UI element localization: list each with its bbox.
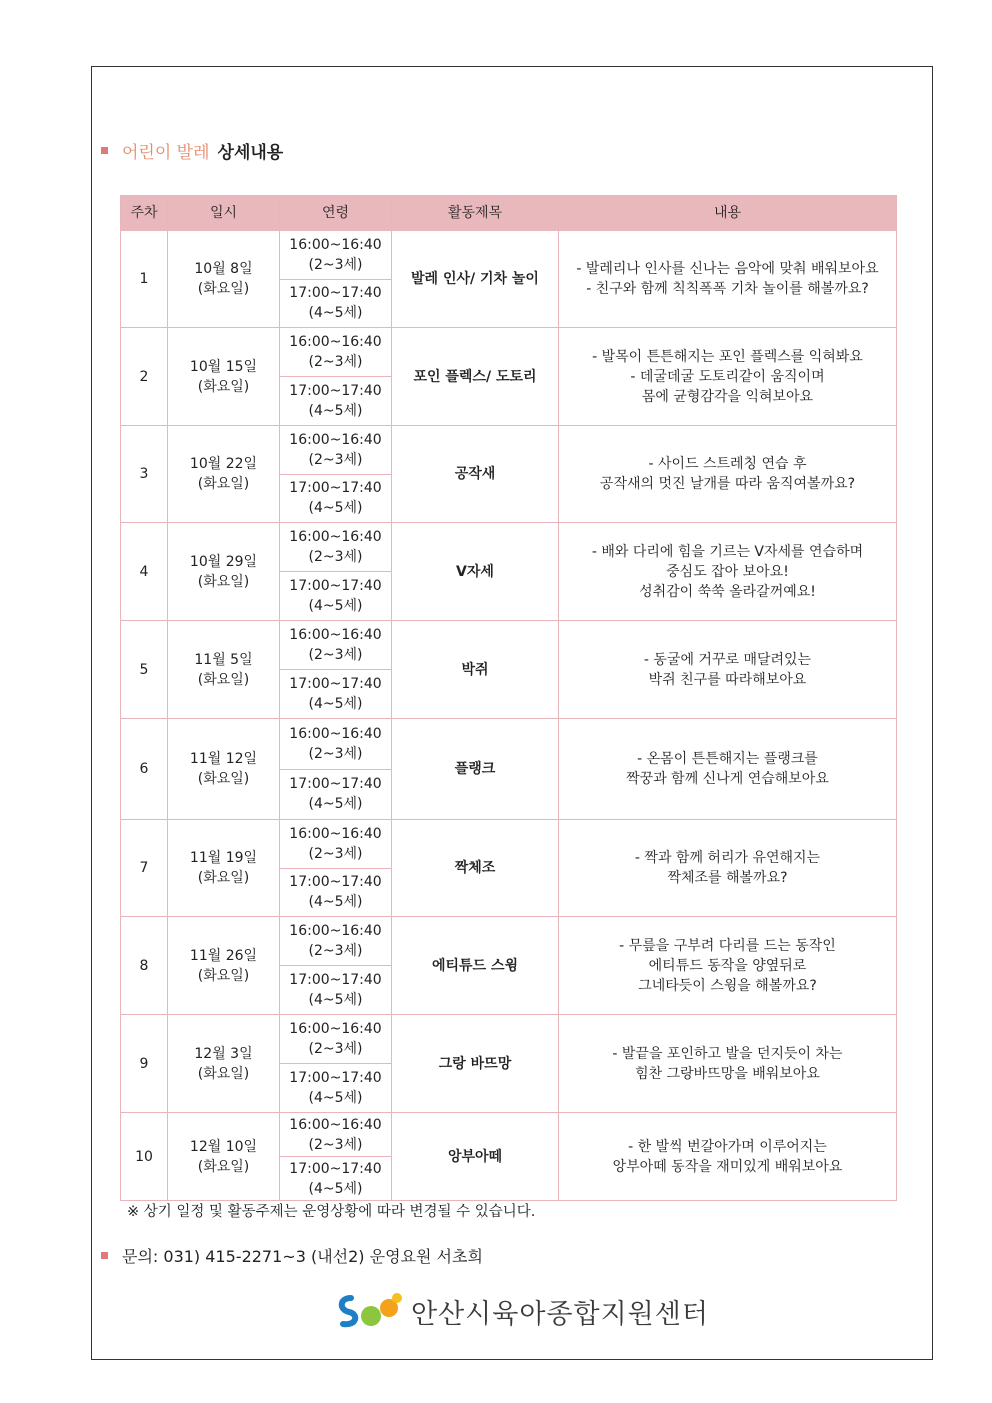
activity-content — [559, 1113, 897, 1201]
slot-1-cell — [280, 820, 392, 869]
date-cell — [168, 328, 280, 426]
slot-2-time: 17:00~17:40 — [289, 972, 382, 988]
content-line: - 한 발씩 번갈아가며 이루어지는 — [628, 1138, 827, 1155]
slot-1-age: (2~3세) — [308, 745, 363, 762]
content-line: 힘찬 그랑바뜨망을 배워보아요 — [635, 1065, 820, 1082]
slot-2-age: (4~5세) — [308, 1180, 363, 1197]
date-cell — [168, 1113, 280, 1201]
slot-1-cell — [280, 621, 392, 670]
slot-1-time: 16:00~16:40 — [289, 529, 382, 545]
date-cell — [168, 719, 280, 820]
activity-content — [559, 621, 897, 719]
activity-title: 플랭크 — [392, 719, 559, 820]
center-logo — [335, 1290, 709, 1332]
slot-1-cell — [280, 1113, 392, 1157]
slot-1-cell — [280, 719, 392, 770]
slot-1-cell — [280, 917, 392, 966]
activity-title: 앙부아떼 — [392, 1113, 559, 1201]
section-heading — [101, 138, 283, 163]
week-cell: 4 — [121, 523, 168, 621]
slot-2-time: 17:00~17:40 — [289, 776, 382, 793]
date-text: 10월 8일 — [194, 261, 253, 277]
schedule-note: ※ 상기 일정 및 활동주제는 운영상황에 따라 변경될 수 있습니다. — [127, 1204, 536, 1220]
table-row — [121, 820, 897, 869]
bullet-icon — [101, 1252, 108, 1259]
slot-1-age: (2~3세) — [308, 845, 363, 862]
heading-accent: 어린이 발레 — [122, 143, 210, 163]
activity-title: V자세 — [392, 523, 559, 621]
date-text: 10월 22일 — [189, 456, 258, 472]
slot-2-time: 17:00~17:40 — [289, 874, 382, 891]
slot-2-cell — [280, 279, 392, 328]
table-row — [121, 523, 897, 572]
logo-text: 안산시육아종합지원센터 — [411, 1298, 709, 1330]
slot-2-time: 17:00~17:40 — [289, 1070, 382, 1086]
slot-2-time: 17:00~17:40 — [289, 285, 382, 302]
day-text: (화요일) — [197, 870, 250, 886]
header-date: 일시 — [168, 196, 280, 231]
schedule-table — [120, 195, 897, 1201]
slot-1-time: 16:00~16:40 — [289, 1116, 382, 1133]
slot-1-time: 16:00~16:40 — [289, 431, 382, 448]
date-cell — [168, 426, 280, 523]
day-text: (화요일) — [197, 1065, 250, 1082]
activity-content — [559, 426, 897, 523]
slot-1-age: (2~3세) — [308, 451, 363, 468]
content-line: 중심도 잡아 보아요! — [666, 563, 789, 580]
slot-2-cell — [280, 474, 392, 523]
activity-title: 짝체조 — [392, 820, 559, 917]
slot-2-time: 17:00~17:40 — [289, 383, 382, 399]
slot-1-time: 16:00~16:40 — [289, 725, 382, 742]
slot-2-cell — [280, 670, 392, 719]
day-text: (화요일) — [197, 281, 250, 297]
activity-content — [559, 719, 897, 820]
activity-title: 박쥐 — [392, 621, 559, 719]
content-line: 에티튜드 동작을 양옆뒤로 — [648, 957, 807, 974]
week-cell: 7 — [121, 820, 168, 917]
slot-2-age: (4~5세) — [308, 305, 363, 322]
header-content: 내용 — [559, 196, 897, 231]
content-line: 몸에 균형감각을 익혀보아요 — [641, 388, 814, 405]
week-cell: 10 — [121, 1113, 168, 1201]
date-text: 11월 26일 — [189, 947, 258, 964]
slot-2-age: (4~5세) — [308, 1090, 363, 1106]
slot-2-age: (4~5세) — [308, 598, 363, 614]
table-row — [121, 917, 897, 966]
date-cell — [168, 523, 280, 621]
activity-content — [559, 231, 897, 328]
activity-content — [559, 523, 897, 621]
activity-title: 포인 플렉스/ 도토리 — [392, 328, 559, 426]
header-week: 주차 — [121, 196, 168, 231]
slot-2-cell — [280, 966, 392, 1015]
content-line: 박쥐 친구를 따라해보아요 — [648, 671, 807, 688]
day-text: (화요일) — [197, 671, 250, 688]
table-row — [121, 426, 897, 475]
content-line: - 발목이 튼튼해지는 포인 플렉스를 익혀봐요 — [592, 348, 863, 365]
slot-2-cell — [280, 1064, 392, 1113]
activity-content — [559, 328, 897, 426]
table-header-row — [121, 196, 897, 231]
date-text: 11월 5일 — [194, 651, 253, 668]
slot-2-time: 17:00~17:40 — [289, 480, 382, 497]
content-line: 짝체조를 해볼까요? — [667, 870, 788, 886]
activity-title: 그랑 바뜨망 — [392, 1015, 559, 1113]
table-row — [121, 621, 897, 670]
day-text: (화요일) — [197, 573, 250, 590]
slot-2-time: 17:00~17:40 — [289, 578, 382, 594]
week-cell: 5 — [121, 621, 168, 719]
content-line: - 발끝을 포인하고 발을 던지듯이 차는 — [612, 1045, 843, 1062]
week-cell: 1 — [121, 231, 168, 328]
date-text: 12월 3일 — [194, 1045, 253, 1062]
date-cell — [168, 820, 280, 917]
week-cell: 2 — [121, 328, 168, 426]
slot-1-cell — [280, 426, 392, 475]
slot-1-age: (2~3세) — [308, 1041, 363, 1057]
activity-title: 공작새 — [392, 426, 559, 523]
date-text: 12월 10일 — [189, 1138, 258, 1155]
day-text: (화요일) — [197, 967, 250, 984]
content-line: - 짝과 함께 허리가 유연해지는 — [634, 850, 821, 866]
slot-2-age: (4~5세) — [308, 894, 363, 911]
header-title: 활동제목 — [392, 196, 559, 231]
slot-2-cell — [280, 769, 392, 820]
content-line: 성취감이 쑥쑥 올라갈꺼예요! — [639, 583, 816, 600]
slot-1-age: (2~3세) — [308, 943, 363, 959]
table-row — [121, 1015, 897, 1064]
content-line: - 동굴에 거꾸로 매달려있는 — [643, 651, 812, 668]
table-row — [121, 231, 897, 280]
day-text: (화요일) — [197, 378, 250, 395]
heading-bold: 상세내용 — [217, 143, 284, 163]
content-line: - 온몸이 튼튼해지는 플랭크를 — [637, 751, 818, 767]
slot-1-time: 16:00~16:40 — [289, 236, 382, 253]
slot-2-time: 17:00~17:40 — [289, 1160, 382, 1177]
table-row — [121, 719, 897, 770]
content-line: 공작새의 멋진 날개를 따라 움직여볼까요? — [599, 476, 856, 492]
slot-2-cell — [280, 1157, 392, 1201]
inquiry-line — [101, 1244, 483, 1267]
date-text: 11월 19일 — [189, 850, 258, 866]
center-logo-icon — [335, 1290, 403, 1332]
slot-1-cell — [280, 1015, 392, 1064]
activity-content — [559, 820, 897, 917]
content-line: 그네타듯이 스윙을 해볼까요? — [638, 977, 817, 994]
week-cell: 9 — [121, 1015, 168, 1113]
activity-title: 발레 인사/ 기차 놀이 — [392, 231, 559, 328]
week-cell: 6 — [121, 719, 168, 820]
date-cell — [168, 1015, 280, 1113]
slot-2-cell — [280, 868, 392, 917]
slot-1-time: 16:00~16:40 — [289, 334, 382, 350]
slot-1-time: 16:00~16:40 — [289, 825, 382, 842]
date-cell — [168, 917, 280, 1015]
date-cell — [168, 621, 280, 719]
slot-2-cell — [280, 572, 392, 621]
bullet-icon — [101, 147, 108, 154]
content-line: - 데굴데굴 도토리같이 움직이며 — [630, 368, 825, 385]
slot-1-age: (2~3세) — [308, 1136, 363, 1153]
slot-1-time: 16:00~16:40 — [289, 1021, 382, 1037]
slot-2-cell — [280, 377, 392, 426]
table-row — [121, 1113, 897, 1157]
activity-content — [559, 917, 897, 1015]
day-text: (화요일) — [197, 771, 250, 787]
inquiry-text: 문의: 031) 415-2271~3 (내선2) 운영요원 서초희 — [122, 1247, 483, 1266]
content-line: - 사이드 스트레칭 연습 후 — [648, 456, 807, 472]
day-text: (화요일) — [197, 476, 250, 492]
slot-2-age: (4~5세) — [308, 500, 363, 517]
slot-1-cell — [280, 523, 392, 572]
activity-content — [559, 1015, 897, 1113]
day-text: (화요일) — [197, 1158, 250, 1175]
slot-1-time: 16:00~16:40 — [289, 627, 382, 643]
date-text: 10월 15일 — [189, 358, 258, 375]
date-cell — [168, 231, 280, 328]
content-line: 짝꿍과 함께 신나게 연습해보아요 — [626, 771, 829, 787]
slot-2-age: (4~5세) — [308, 796, 363, 813]
slot-2-time: 17:00~17:40 — [289, 676, 382, 692]
slot-1-cell — [280, 231, 392, 280]
slot-1-age: (2~3세) — [308, 647, 363, 663]
date-text: 10월 29일 — [189, 553, 258, 570]
table-row — [121, 328, 897, 377]
date-text: 11월 12일 — [189, 751, 258, 767]
slot-2-age: (4~5세) — [308, 696, 363, 712]
content-line: - 친구와 함께 칙칙폭폭 기차 놀이를 해볼까요? — [586, 281, 869, 297]
content-line: - 무릎을 구부려 다리를 드는 동작인 — [619, 937, 836, 954]
header-age: 연령 — [280, 196, 392, 231]
slot-1-cell — [280, 328, 392, 377]
content-line: 앙부아떼 동작을 재미있게 배워보아요 — [612, 1158, 843, 1175]
week-cell: 3 — [121, 426, 168, 523]
slot-1-age: (2~3세) — [308, 549, 363, 565]
slot-1-age: (2~3세) — [308, 256, 363, 273]
slot-1-age: (2~3세) — [308, 354, 363, 370]
activity-title: 에티튜드 스윙 — [392, 917, 559, 1015]
week-cell: 8 — [121, 917, 168, 1015]
content-line: - 배와 다리에 힘을 기르는 V자세를 연습하며 — [591, 543, 864, 560]
slot-1-time: 16:00~16:40 — [289, 923, 382, 939]
slot-2-age: (4~5세) — [308, 992, 363, 1008]
content-line: - 발레리나 인사를 신나는 음악에 맞춰 배워보아요 — [576, 261, 879, 277]
slot-2-age: (4~5세) — [308, 403, 363, 419]
